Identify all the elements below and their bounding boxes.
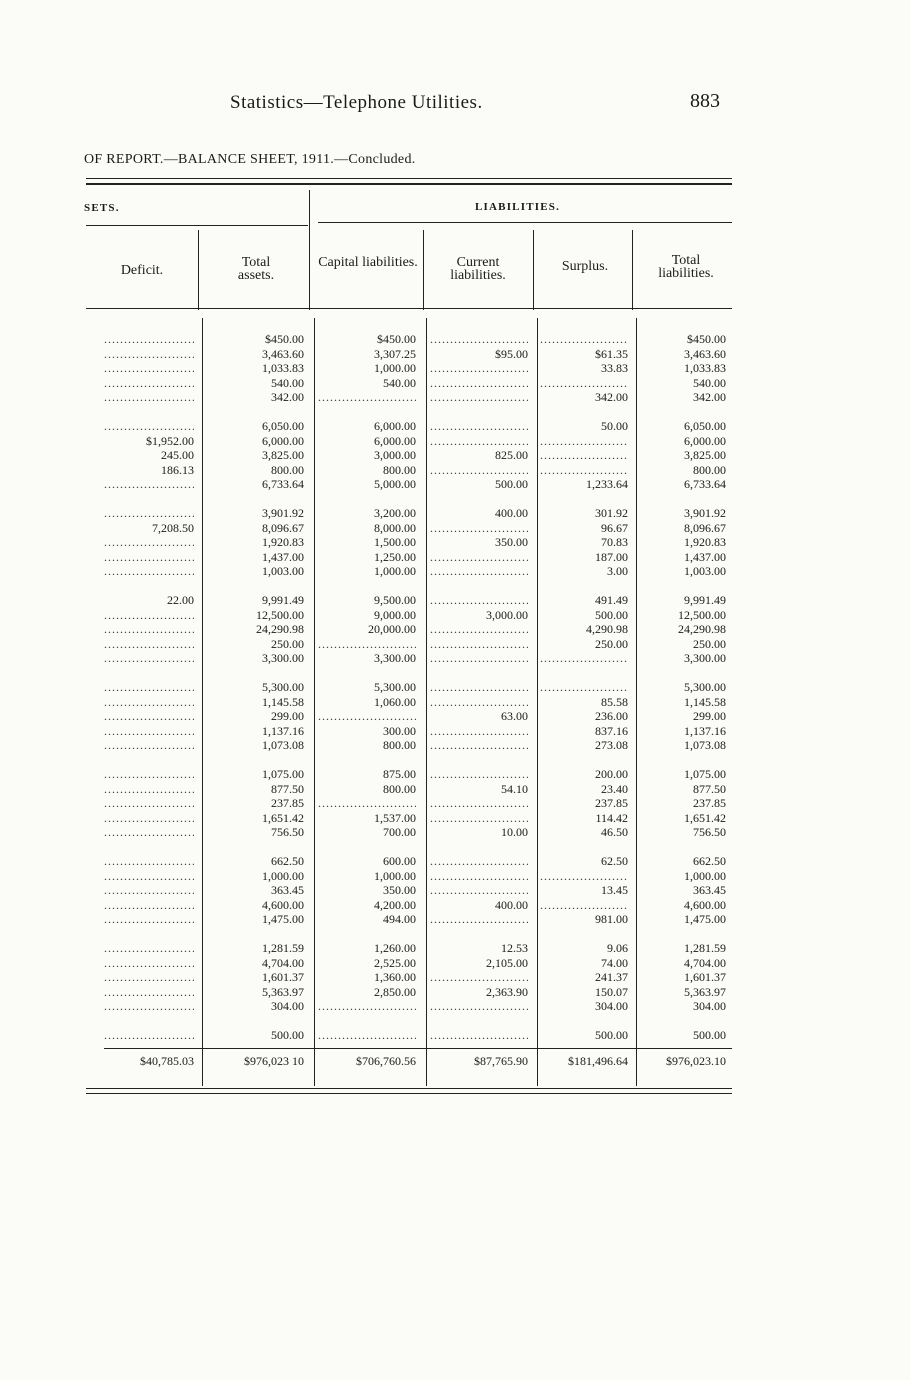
- cell-current: 12.53: [501, 941, 528, 955]
- cell-total-assets: 1,475.00: [262, 912, 304, 926]
- cell-capital: 1,000.00: [374, 361, 416, 375]
- cell-total-liabilities: 6,050.00: [684, 419, 726, 433]
- leader-dots: [104, 506, 194, 520]
- cell-total-assets: 1,651.42: [262, 811, 304, 825]
- col-header-total-assets: Total assets.: [237, 255, 275, 283]
- leader-dots: [104, 738, 194, 752]
- leader-dots: [318, 709, 416, 723]
- cell-total-liabilities: 3,300.00: [684, 651, 726, 665]
- leader-dots: [104, 796, 194, 810]
- cell-total-assets: 9,991.49: [262, 593, 304, 607]
- cell-total-liabilities: 1,000.00: [684, 869, 726, 883]
- cell-total-assets: 8,096.67: [262, 521, 304, 535]
- cell-surplus: 150.07: [595, 985, 628, 999]
- cell-surplus: 491.49: [595, 593, 628, 607]
- running-title: Statistics—Telephone Utilities.: [230, 92, 483, 113]
- cell-total-assets: 1,601.37: [262, 970, 304, 984]
- leader-dots: [104, 970, 194, 984]
- leader-dots: [104, 941, 194, 955]
- leader-dots: [430, 622, 528, 636]
- leader-dots: [104, 535, 194, 549]
- leader-dots: [104, 550, 194, 564]
- leader-dots: [104, 709, 194, 723]
- cell-capital: 1,250.00: [374, 550, 416, 564]
- cell-deficit: 7,208.50: [152, 521, 194, 535]
- leader-dots: [430, 564, 528, 578]
- cell-capital: 600.00: [383, 854, 416, 868]
- leader-dots: [104, 564, 194, 578]
- cell-total-assets: 540.00: [271, 376, 304, 390]
- cell-total-liabilities: 1,281.59: [684, 941, 726, 955]
- cell-surplus: 1,233.64: [586, 477, 628, 491]
- cell-total-liabilities: 500.00: [693, 1028, 726, 1042]
- cell-surplus: 342.00: [595, 390, 628, 404]
- cell-total-liabilities: 540.00: [693, 376, 726, 390]
- cell-total-liabilities: 363.45: [693, 883, 726, 897]
- leader-dots: [104, 695, 194, 709]
- vline-4: [533, 230, 534, 310]
- cell-total-assets: $450.00: [265, 332, 304, 346]
- leader-dots: [104, 724, 194, 738]
- cell-total-assets: 4,704.00: [262, 956, 304, 970]
- leader-dots: [104, 869, 194, 883]
- cell-total-liabilities: 662.50: [693, 854, 726, 868]
- leader-dots: [430, 724, 528, 738]
- vline-2: [309, 190, 310, 310]
- leader-dots: [104, 608, 194, 622]
- cell-total-liabilities: 4,600.00: [684, 898, 726, 912]
- cell-capital: 9,500.00: [374, 593, 416, 607]
- cell-total-assets: 3,300.00: [262, 651, 304, 665]
- leader-dots: [430, 1028, 528, 1042]
- cell-total-assets: 1,003.00: [262, 564, 304, 578]
- leader-dots: [430, 593, 528, 607]
- cell-surplus: 304.00: [595, 999, 628, 1013]
- cell-surplus: $61.35: [595, 347, 628, 361]
- cell-surplus: 96.67: [601, 521, 628, 535]
- cell-surplus: 237.85: [595, 796, 628, 810]
- leader-dots: [540, 463, 628, 477]
- cell-surplus: 46.50: [601, 825, 628, 839]
- cell-surplus: 236.00: [595, 709, 628, 723]
- cell-capital: 8,000.00: [374, 521, 416, 535]
- group-header-assets: SETS.: [84, 202, 120, 214]
- leader-dots: [430, 390, 528, 404]
- cell-total-liabilities: 4,704.00: [684, 956, 726, 970]
- cell-total-assets: 5,300.00: [262, 680, 304, 694]
- cell-capital: 700.00: [383, 825, 416, 839]
- cell-total-liabilities: 9,991.49: [684, 593, 726, 607]
- cell-total-liabilities: 6,733.64: [684, 477, 726, 491]
- leader-dots: [104, 956, 194, 970]
- cell-surplus: 837.16: [595, 724, 628, 738]
- leader-dots: [540, 332, 628, 346]
- leader-dots: [430, 550, 528, 564]
- cell-total-assets: 6,733.64: [262, 477, 304, 491]
- cell-surplus: 70.83: [601, 535, 628, 549]
- cell-current: 63.00: [501, 709, 528, 723]
- top-rule: [86, 178, 732, 179]
- total-current: $87,765.90: [474, 1054, 528, 1068]
- cell-total-liabilities: 3,825.00: [684, 448, 726, 462]
- leader-dots: [104, 651, 194, 665]
- group-rule-liabilities: [318, 222, 732, 223]
- leader-dots: [104, 622, 194, 636]
- cell-surplus: 33.83: [601, 361, 628, 375]
- leader-dots: [430, 463, 528, 477]
- leader-dots: [104, 680, 194, 694]
- leader-dots: [430, 434, 528, 448]
- leader-dots: [104, 883, 194, 897]
- cell-total-assets: 342.00: [271, 390, 304, 404]
- cell-deficit: $1,952.00: [146, 434, 194, 448]
- cell-total-liabilities: 24,290.98: [678, 622, 726, 636]
- cell-current: 2,363.90: [486, 985, 528, 999]
- cell-surplus: 250.00: [595, 637, 628, 651]
- leader-dots: [104, 782, 194, 796]
- cell-capital: 3,200.00: [374, 506, 416, 520]
- leader-dots: [104, 419, 194, 433]
- cell-surplus: 62.50: [601, 854, 628, 868]
- cell-capital: 20,000.00: [368, 622, 416, 636]
- leader-dots: [430, 361, 528, 375]
- leader-dots: [104, 825, 194, 839]
- leader-dots: [430, 376, 528, 390]
- cell-total-liabilities: 1,651.42: [684, 811, 726, 825]
- vline-1b: [202, 318, 203, 1086]
- cell-total-liabilities: 3,463.60: [684, 347, 726, 361]
- leader-dots: [104, 637, 194, 651]
- cell-total-assets: 756.50: [271, 825, 304, 839]
- cell-total-assets: 6,050.00: [262, 419, 304, 433]
- cell-total-assets: 250.00: [271, 637, 304, 651]
- cell-total-assets: 304.00: [271, 999, 304, 1013]
- cell-capital: 4,200.00: [374, 898, 416, 912]
- cell-total-liabilities: $450.00: [687, 332, 726, 346]
- vline-1: [198, 230, 199, 310]
- cell-capital: 2,525.00: [374, 956, 416, 970]
- cell-surplus: 500.00: [595, 1028, 628, 1042]
- cell-total-liabilities: 1,075.00: [684, 767, 726, 781]
- leader-dots: [430, 796, 528, 810]
- leader-dots: [430, 854, 528, 868]
- leader-dots: [430, 767, 528, 781]
- cell-current: 54.10: [501, 782, 528, 796]
- cell-current: 825.00: [495, 448, 528, 462]
- leader-dots: [104, 767, 194, 781]
- cell-total-liabilities: 299.00: [693, 709, 726, 723]
- leader-dots: [540, 434, 628, 448]
- cell-total-assets: 800.00: [271, 463, 304, 477]
- leader-dots: [540, 869, 628, 883]
- cell-surplus: 301.92: [595, 506, 628, 520]
- cell-total-liabilities: 3,901.92: [684, 506, 726, 520]
- leader-dots: [540, 448, 628, 462]
- leader-dots: [318, 1028, 416, 1042]
- cell-total-assets: 299.00: [271, 709, 304, 723]
- cell-capital: 1,360.00: [374, 970, 416, 984]
- leader-dots: [104, 811, 194, 825]
- cell-surplus: 74.00: [601, 956, 628, 970]
- totals-rule: [104, 1048, 732, 1049]
- vline-5b: [636, 318, 637, 1086]
- leader-dots: [540, 680, 628, 694]
- leader-dots: [430, 695, 528, 709]
- cell-surplus: 500.00: [595, 608, 628, 622]
- cell-total-liabilities: 237.85: [693, 796, 726, 810]
- header-bottom-rule: [86, 308, 732, 309]
- cell-total-assets: 3,901.92: [262, 506, 304, 520]
- total-liabilities: $976,023.10: [666, 1054, 726, 1068]
- cell-total-liabilities: 1,920.83: [684, 535, 726, 549]
- total-assets: $976,023 10: [244, 1054, 304, 1068]
- cell-total-liabilities: 1,601.37: [684, 970, 726, 984]
- cell-current: 400.00: [495, 898, 528, 912]
- cell-capital: 1,500.00: [374, 535, 416, 549]
- leader-dots: [318, 637, 416, 651]
- cell-total-assets: 3,825.00: [262, 448, 304, 462]
- cell-current: 500.00: [495, 477, 528, 491]
- cell-total-assets: 877.50: [271, 782, 304, 796]
- cell-capital: 875.00: [383, 767, 416, 781]
- leader-dots: [104, 912, 194, 926]
- cell-capital: 5,300.00: [374, 680, 416, 694]
- cell-total-liabilities: 877.50: [693, 782, 726, 796]
- cell-capital: 1,000.00: [374, 564, 416, 578]
- cell-capital: 2,850.00: [374, 985, 416, 999]
- bottom-rule: [86, 1088, 732, 1089]
- cell-total-liabilities: 1,073.08: [684, 738, 726, 752]
- cell-surplus: 13.45: [601, 883, 628, 897]
- vline-2b: [314, 318, 315, 1086]
- cell-total-liabilities: 250.00: [693, 637, 726, 651]
- cell-total-liabilities: 1,145.58: [684, 695, 726, 709]
- cell-total-assets: 237.85: [271, 796, 304, 810]
- leader-dots: [104, 985, 194, 999]
- cell-total-liabilities: 6,000.00: [684, 434, 726, 448]
- cell-current: 400.00: [495, 506, 528, 520]
- cell-total-assets: 1,000.00: [262, 869, 304, 883]
- leader-dots: [430, 738, 528, 752]
- cell-total-liabilities: 8,096.67: [684, 521, 726, 535]
- leader-dots: [540, 898, 628, 912]
- col-header-total-liabilities: Total liabilities.: [658, 253, 714, 281]
- cell-capital: 800.00: [383, 782, 416, 796]
- cell-total-liabilities: 304.00: [693, 999, 726, 1013]
- cell-total-assets: 6,000.00: [262, 434, 304, 448]
- cell-total-liabilities: 1,137.16: [684, 724, 726, 738]
- cell-current: $95.00: [495, 347, 528, 361]
- cell-total-assets: 1,281.59: [262, 941, 304, 955]
- cell-current: 3,000.00: [486, 608, 528, 622]
- cell-capital: 5,000.00: [374, 477, 416, 491]
- vline-3b: [426, 318, 427, 1086]
- leader-dots: [104, 332, 194, 346]
- leader-dots: [104, 999, 194, 1013]
- cell-capital: 1,260.00: [374, 941, 416, 955]
- table-subtitle: OF REPORT.—BALANCE SHEET, 1911.—Concluded.: [84, 152, 416, 167]
- leader-dots: [430, 811, 528, 825]
- leader-dots: [430, 999, 528, 1013]
- cell-surplus: 9.06: [607, 941, 628, 955]
- leader-dots: [104, 347, 194, 361]
- cell-capital: 300.00: [383, 724, 416, 738]
- leader-dots: [318, 390, 416, 404]
- cell-total-assets: 1,137.16: [262, 724, 304, 738]
- cell-total-assets: 4,600.00: [262, 898, 304, 912]
- cell-current: 350.00: [495, 535, 528, 549]
- cell-total-liabilities: 1,475.00: [684, 912, 726, 926]
- cell-total-liabilities: 800.00: [693, 463, 726, 477]
- leader-dots: [104, 854, 194, 868]
- cell-total-liabilities: 5,300.00: [684, 680, 726, 694]
- leader-dots: [318, 999, 416, 1013]
- cell-total-assets: 500.00: [271, 1028, 304, 1042]
- cell-total-liabilities: 342.00: [693, 390, 726, 404]
- cell-deficit: 245.00: [161, 448, 194, 462]
- cell-capital: 1,000.00: [374, 869, 416, 883]
- cell-total-assets: 363.45: [271, 883, 304, 897]
- cell-deficit: 186.13: [161, 463, 194, 477]
- col-header-surplus: Surplus.: [561, 259, 609, 274]
- leader-dots: [104, 390, 194, 404]
- vline-3: [423, 230, 424, 310]
- cell-total-assets: 3,463.60: [262, 347, 304, 361]
- cell-total-assets: 1,145.58: [262, 695, 304, 709]
- cell-total-assets: 12,500.00: [256, 608, 304, 622]
- cell-surplus: 4,290.98: [586, 622, 628, 636]
- total-deficit: $40,785.03: [140, 1054, 194, 1068]
- leader-dots: [318, 796, 416, 810]
- cell-surplus: 273.08: [595, 738, 628, 752]
- cell-total-liabilities: 1,003.00: [684, 564, 726, 578]
- cell-surplus: 50.00: [601, 419, 628, 433]
- cell-surplus: 241.37: [595, 970, 628, 984]
- cell-total-assets: 5,363.97: [262, 985, 304, 999]
- cell-surplus: 85.58: [601, 695, 628, 709]
- leader-dots: [540, 651, 628, 665]
- leader-dots: [430, 680, 528, 694]
- cell-total-liabilities: 756.50: [693, 825, 726, 839]
- col-header-deficit: Deficit.: [120, 263, 164, 278]
- leader-dots: [430, 651, 528, 665]
- cell-total-liabilities: 12,500.00: [678, 608, 726, 622]
- top-rule-2: [86, 183, 732, 185]
- leader-dots: [430, 869, 528, 883]
- cell-total-liabilities: 1,437.00: [684, 550, 726, 564]
- cell-total-liabilities: 5,363.97: [684, 985, 726, 999]
- cell-capital: 350.00: [383, 883, 416, 897]
- leader-dots: [104, 1028, 194, 1042]
- leader-dots: [430, 912, 528, 926]
- total-capital: $706,760.56: [356, 1054, 416, 1068]
- leader-dots: [540, 376, 628, 390]
- cell-capital: 1,537.00: [374, 811, 416, 825]
- cell-surplus: 3.00: [607, 564, 628, 578]
- leader-dots: [104, 477, 194, 491]
- cell-total-assets: 662.50: [271, 854, 304, 868]
- col-header-current: Current liabilities.: [450, 255, 506, 283]
- cell-capital: 6,000.00: [374, 419, 416, 433]
- cell-capital: 494.00: [383, 912, 416, 926]
- cell-surplus: 200.00: [595, 767, 628, 781]
- cell-total-assets: 1,033.83: [262, 361, 304, 375]
- cell-total-assets: 1,073.08: [262, 738, 304, 752]
- page-number: 883: [690, 90, 720, 112]
- vline-5: [632, 230, 633, 310]
- bottom-rule-2: [86, 1093, 732, 1094]
- cell-capital: 3,307.25: [374, 347, 416, 361]
- cell-total-liabilities: 1,033.83: [684, 361, 726, 375]
- cell-total-assets: 1,437.00: [262, 550, 304, 564]
- leader-dots: [430, 521, 528, 535]
- leader-dots: [430, 332, 528, 346]
- cell-surplus: 114.42: [595, 811, 628, 825]
- col-header-capital: Capital liabilities.: [318, 255, 418, 270]
- cell-surplus: 23.40: [601, 782, 628, 796]
- cell-capital: 800.00: [383, 463, 416, 477]
- leader-dots: [430, 883, 528, 897]
- cell-current: 2,105.00: [486, 956, 528, 970]
- leader-dots: [104, 376, 194, 390]
- leader-dots: [430, 419, 528, 433]
- cell-total-assets: 24,290.98: [256, 622, 304, 636]
- cell-surplus: 187.00: [595, 550, 628, 564]
- cell-capital: 9,000.00: [374, 608, 416, 622]
- leader-dots: [430, 970, 528, 984]
- leader-dots: [104, 361, 194, 375]
- cell-capital: 3,300.00: [374, 651, 416, 665]
- cell-total-assets: 1,920.83: [262, 535, 304, 549]
- cell-capital: $450.00: [377, 332, 416, 346]
- cell-capital: 800.00: [383, 738, 416, 752]
- group-rule-assets: [86, 225, 308, 226]
- cell-deficit: 22.00: [167, 593, 194, 607]
- cell-total-assets: 1,075.00: [262, 767, 304, 781]
- cell-current: 10.00: [501, 825, 528, 839]
- cell-capital: 540.00: [383, 376, 416, 390]
- leader-dots: [104, 898, 194, 912]
- cell-capital: 3,000.00: [374, 448, 416, 462]
- total-surplus: $181,496.64: [568, 1054, 628, 1068]
- cell-surplus: 981.00: [595, 912, 628, 926]
- group-header-liabilities: LIABILITIES.: [475, 201, 561, 213]
- cell-capital: 1,060.00: [374, 695, 416, 709]
- cell-capital: 6,000.00: [374, 434, 416, 448]
- leader-dots: [430, 637, 528, 651]
- vline-4b: [537, 318, 538, 1086]
